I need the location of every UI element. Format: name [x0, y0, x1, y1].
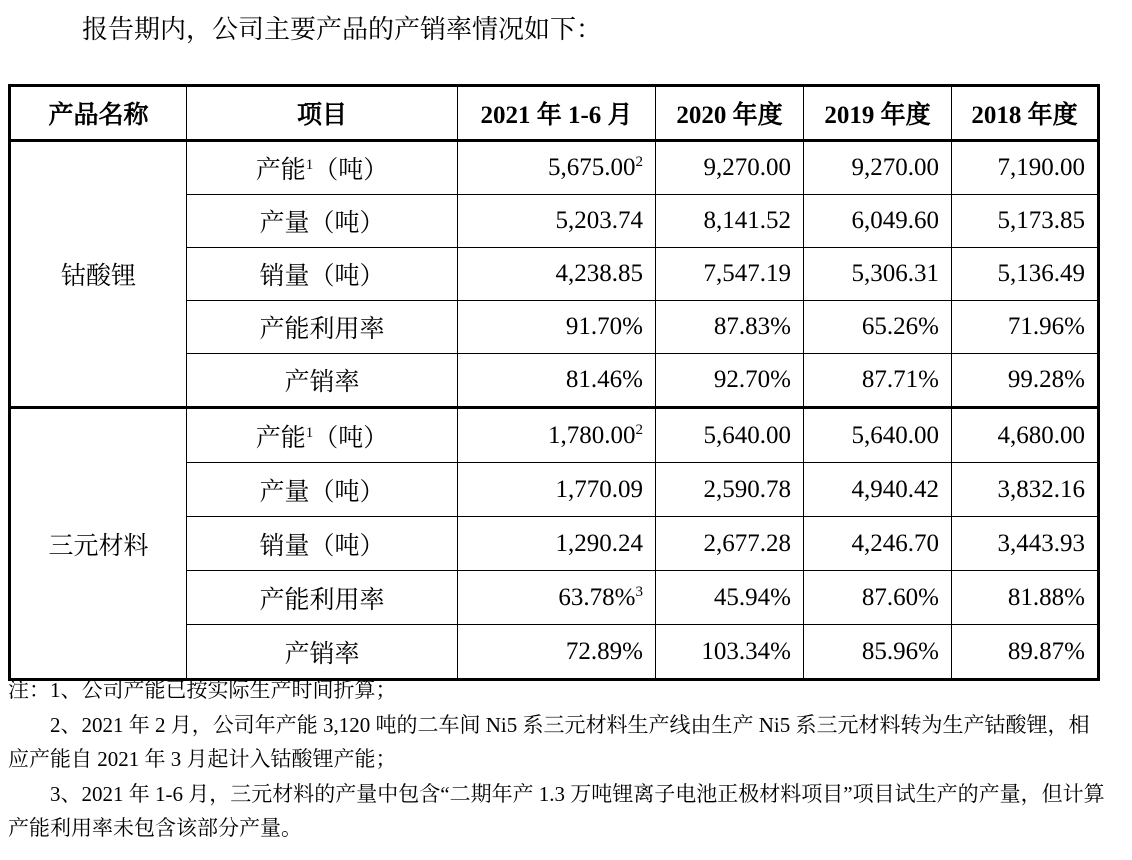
item-cell: 产能利用率 [187, 301, 458, 354]
value-cell: 45.94% [656, 571, 804, 625]
value-cell: 5,173.85 [952, 195, 1099, 248]
value-cell: 6,049.60 [804, 195, 952, 248]
item-cell: 产销率 [187, 625, 458, 680]
item-cell: 产量（吨） [187, 463, 458, 517]
item-cell: 产能利用率 [187, 571, 458, 625]
footnote-ref: 2 [635, 421, 643, 438]
value-cell: 5,675.00$^2$ [458, 141, 656, 195]
group-lithium-cobalt-oxide [10, 141, 1099, 408]
value-cell: 103.34% [656, 625, 804, 680]
footnote-1: 注：1、公司产能已按实际生产时间折算； [8, 678, 397, 702]
value-cell: 5,136.49 [952, 248, 1099, 301]
value-cell: 89.87% [952, 625, 1099, 680]
footnote-3: 3、2021 年 1-6 月，三元材料的产量中包含“二期年产 1.3 万吨锂离子电池正极材料项目”项目试生产的产量，但计算产能利用率未包含该部分产量。 [8, 781, 1105, 840]
value-cell: 7,547.19 [656, 248, 804, 301]
footnote-ref: 1 [305, 424, 314, 441]
value-cell: 5,640.00 [656, 408, 804, 463]
header-item: 项目 [187, 86, 458, 141]
intro-text: 报告期内，公司主要产品的产销率情况如下： [82, 15, 603, 44]
value-cell: 5,640.00 [804, 408, 952, 463]
footnote-2: 2、2021 年 2 月，公司年产能 3,120 吨的二车间 Ni5 系三元材料生产线由生产 Ni5 系三元材料转为生产钴酸锂，相应产能自 2021 年 3 月起计入钴酸锂产能； [8, 712, 1090, 771]
value-cell: 4,680.00 [952, 408, 1099, 463]
item-cell: 销量（吨） [187, 248, 458, 301]
value-cell: 99.28% [952, 354, 1099, 408]
value-cell: 3,832.16 [952, 463, 1099, 517]
value-cell: 81.88% [952, 571, 1099, 625]
value-cell: 85.96% [804, 625, 952, 680]
value-cell: 87.71% [804, 354, 952, 408]
footnote-ref: 3 [635, 583, 643, 600]
value-cell: 7,190.00 [952, 141, 1099, 195]
header-2020: 2020 年度 [656, 86, 804, 141]
value-cell: 3,443.93 [952, 517, 1099, 571]
value-cell: 1,290.24 [458, 517, 656, 571]
value-cell: 5,203.74 [458, 195, 656, 248]
value-cell: 2,677.28 [656, 517, 804, 571]
group-ternary-material [10, 408, 1099, 680]
value-cell: 92.70% [656, 354, 804, 408]
value-cell: 1,780.00$^2$ [458, 408, 656, 463]
value-cell: 4,238.85 [458, 248, 656, 301]
item-cell: 产销率 [187, 354, 458, 408]
value-cell: 1,770.09 [458, 463, 656, 517]
value-cell: 65.26% [804, 301, 952, 354]
value-cell: 72.89% [458, 625, 656, 680]
value-cell: 91.70% [458, 301, 656, 354]
header-2018: 2018 年度 [952, 86, 1099, 141]
value-cell: 87.60% [804, 571, 952, 625]
footnote-ref: 2 [635, 154, 643, 170]
item-cell: 产能$^1$（吨） [187, 141, 458, 195]
product-name-cell: 钴酸锂 [10, 141, 187, 408]
value-cell: 8,141.52 [656, 195, 804, 248]
table-row [10, 141, 1099, 195]
value-cell: 81.46% [458, 354, 656, 408]
value-cell: 4,246.70 [804, 517, 952, 571]
value-cell: 63.78%$^3$ [458, 571, 656, 625]
item-cell: 销量（吨） [187, 517, 458, 571]
value-cell: 71.96% [952, 301, 1099, 354]
value-cell: 9,270.00 [804, 141, 952, 195]
product-name-cell: 三元材料 [10, 408, 187, 680]
footnotes [8, 673, 1108, 846]
value-cell: 9,270.00 [656, 141, 804, 195]
value-cell: 4,940.42 [804, 463, 952, 517]
item-cell: 产能$^1$（吨） [187, 408, 458, 463]
footnote-ref: 1 [305, 157, 314, 173]
value-cell: 5,306.31 [804, 248, 952, 301]
header-product-name: 产品名称 [10, 86, 187, 141]
value-cell: 87.83% [656, 301, 804, 354]
table-row [10, 408, 1099, 463]
value-cell: 2,590.78 [656, 463, 804, 517]
header-2021h1: 2021 年 1-6 月 [458, 86, 656, 141]
item-cell: 产量（吨） [187, 195, 458, 248]
table-header-row [10, 86, 1099, 141]
header-2019: 2019 年度 [804, 86, 952, 141]
production-sales-table [8, 84, 1100, 681]
